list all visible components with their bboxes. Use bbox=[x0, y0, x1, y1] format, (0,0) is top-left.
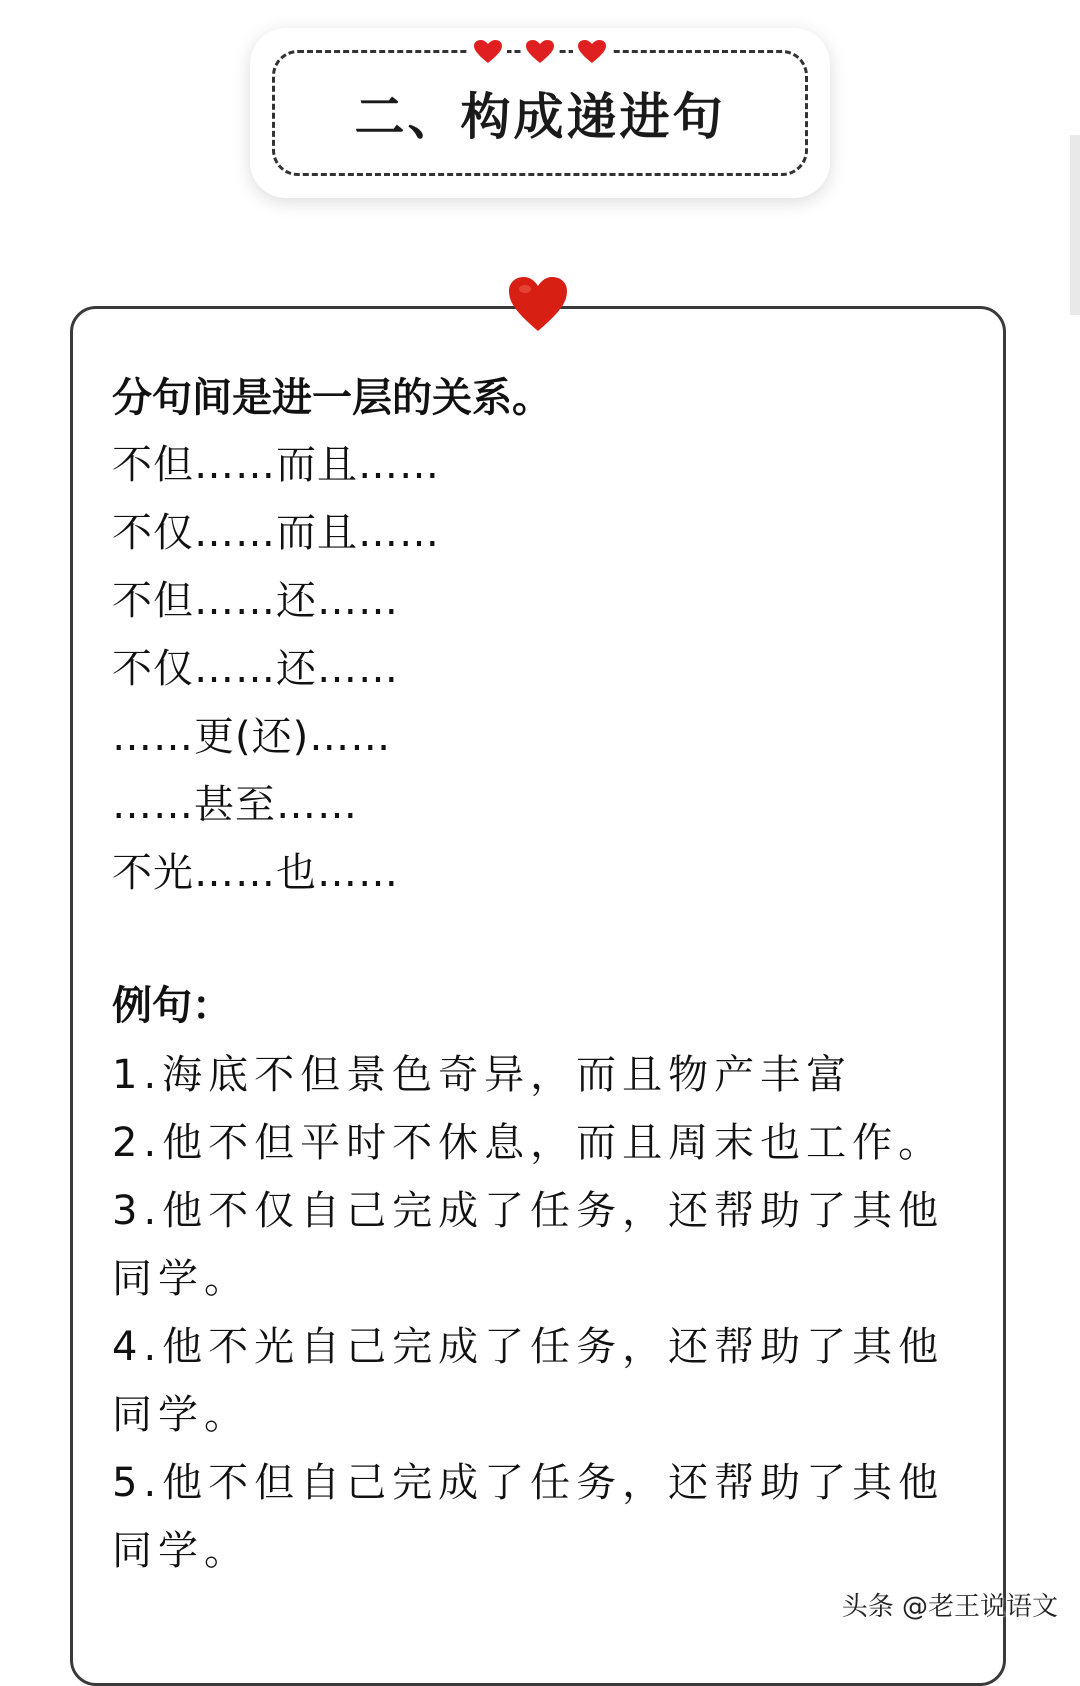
definition-heading: 分句间是进一层的关系。 bbox=[112, 375, 552, 421]
heart-icon bbox=[521, 38, 559, 66]
connective-item: 不但……还…… bbox=[112, 578, 399, 624]
title-dashed-frame bbox=[272, 50, 808, 176]
scrollbar-track[interactable] bbox=[1070, 135, 1080, 315]
section-title: 二、构成递进句 bbox=[354, 88, 726, 146]
connective-item: 不光……也…… bbox=[112, 850, 399, 896]
example-sentence: 1.海底不但景色奇异，而且物产丰富 bbox=[112, 1052, 853, 1098]
heart-icon bbox=[507, 275, 569, 333]
connective-item: 不仅……而且…… bbox=[112, 510, 440, 556]
example-sentence: 4.他不光自己完成了任务，还帮助了其他同学。 bbox=[112, 1324, 945, 1438]
title-card bbox=[250, 28, 830, 198]
connective-item: ……甚至…… bbox=[112, 782, 358, 828]
title-hearts bbox=[250, 38, 830, 66]
example-sentence: 3.他不仅自己完成了任务，还帮助了其他同学。 bbox=[112, 1188, 945, 1302]
example-sentence: 5.他不但自己完成了任务，还帮助了其他同学。 bbox=[112, 1460, 945, 1574]
heart-icon bbox=[573, 38, 611, 66]
connective-item: 不仅……还…… bbox=[112, 646, 399, 692]
spacer bbox=[112, 907, 972, 971]
example-sentence: 2.他不但平时不休息，而且周末也工作。 bbox=[112, 1120, 945, 1166]
content-text bbox=[112, 365, 972, 1585]
connective-item: 不但……而且…… bbox=[112, 442, 440, 488]
connective-item: ……更(还)…… bbox=[112, 714, 392, 760]
heart-icon bbox=[469, 38, 507, 66]
watermark: 头条 @老王说语文 bbox=[841, 1592, 1058, 1622]
examples-heading: 例句： bbox=[112, 983, 232, 1029]
